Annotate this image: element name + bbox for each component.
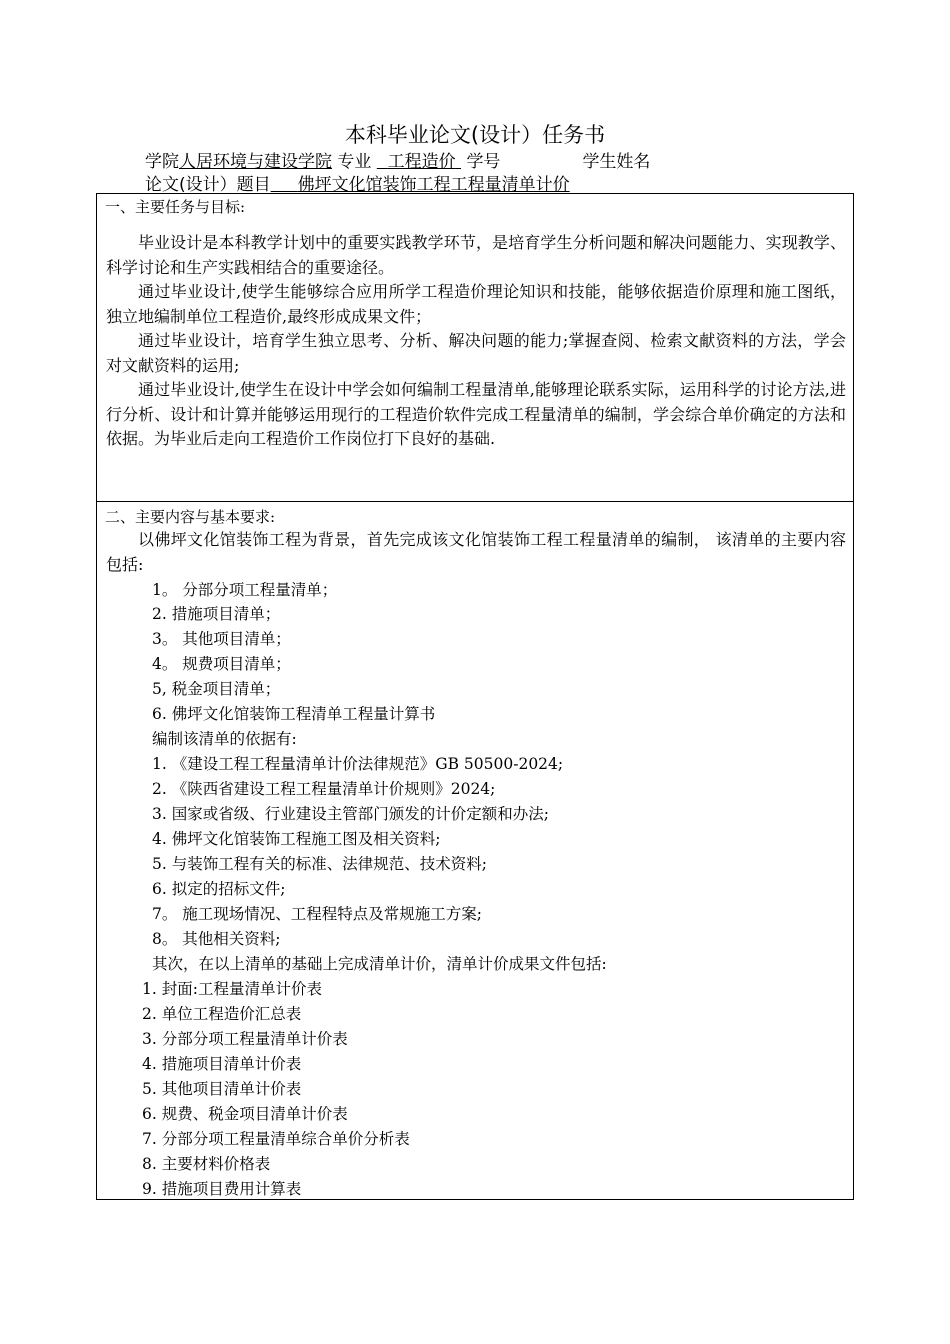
- output-item: 5. 其他项目清单计价表: [142, 1080, 302, 1098]
- basis-item: 1. 《建设工程工程量清单计价法律规范》GB 50500-2024;: [152, 755, 564, 773]
- section-content-requirements: [96, 502, 854, 1200]
- output-heading: 其次，在以上清单的基础上完成清单计价，清单计价成果文件包括:: [152, 955, 607, 973]
- section2-heading: 二、主要内容与基本要求:: [105, 508, 276, 526]
- section1-heading: 一、主要任务与目标:: [105, 198, 246, 216]
- section1-paragraph: 通过毕业设计，培育学生独立思考、分析、解决问题的能力;掌握查阅、检索文献资料的方法，学会对文献资料的运用;: [106, 331, 846, 375]
- output-item: 9. 措施项目费用计算表: [142, 1180, 302, 1198]
- basis-heading: 编制该清单的依据有:: [152, 730, 297, 748]
- section1-paragraph: 通过毕业设计,使学生能够综合应用所学工程造价理论知识和技能，能够依据造价原理和施工图纸，独立地编制单位工程造价,最终形成成果文件；: [106, 282, 846, 326]
- topic-value: 佛坪文化馆装饰工程工程量清单计价: [297, 175, 570, 195]
- topic-label: 论文(设计）题目: [145, 175, 271, 195]
- section-main-tasks: [96, 193, 854, 502]
- document-title: 本科毕业论文(设计）任务书: [344, 123, 606, 147]
- basis-item: 5. 与装饰工程有关的标准、法律规范、技术资料;: [152, 855, 487, 873]
- basis-item: 8。 其他相关资料;: [152, 930, 281, 948]
- basis-item: 4. 佛坪文化馆装饰工程施工图及相关资料;: [152, 830, 441, 848]
- major-value: 工程造价: [387, 152, 456, 172]
- output-item: 8. 主要材料价格表: [142, 1155, 271, 1173]
- student-name-label: 学生姓名: [582, 152, 651, 172]
- output-item: 4. 措施项目清单计价表: [142, 1055, 302, 1073]
- college-label: 学院: [145, 152, 179, 172]
- basis-item: 2. 《陕西省建设工程工程量清单计价规则》2024;: [152, 780, 496, 798]
- basis-item: 7。 施工现场情况、工程程特点及常规施工方案;: [152, 905, 483, 923]
- output-item: 7. 分部分项工程量清单综合单价分析表: [142, 1130, 410, 1148]
- output-item: 1. 封面:工程量清单计价表: [142, 980, 322, 998]
- output-item: 3. 分部分项工程量清单计价表: [142, 1030, 348, 1048]
- section2-intro: 以佛坪文化馆装饰工程为背景，首先完成该文化馆装饰工程工程量清单的编制， 该清单的主要内容包括:: [106, 530, 846, 574]
- basis-item: 6. 拟定的招标文件;: [152, 880, 286, 898]
- basis-item: 3. 国家或省级、行业建设主管部门颁发的计价定额和办法;: [152, 805, 549, 823]
- content-item: 6. 佛坪文化馆装饰工程清单工程量计算书: [152, 705, 436, 723]
- content-item: 5, 税金项目清单；: [152, 680, 281, 698]
- content-item: 1。 分部分项工程量清单；: [152, 581, 338, 599]
- output-item: 6. 规费、税金项目清单计价表: [142, 1105, 348, 1123]
- info-row-1: [145, 150, 650, 174]
- section1-paragraph: 通过毕业设计,使学生在设计中学会如何编制工程量清单,能够理论联系实际，运用科学的讨论方法,进行分析、设计和计算并能够运用现行的工程造价软件完成工程量清单的编制，学会综合单价确定的方法和依据。为毕业后走向工程造价工作岗位打下良好的基础.: [106, 380, 846, 448]
- college-value: 人居环境与建设学院: [179, 152, 332, 172]
- content-item: 2. 措施项目清单；: [152, 605, 281, 623]
- section1-paragraph: 毕业设计是本科教学计划中的重要实践教学环节，是培育学生分析问题和解决问题能力、实现教学、科学讨论和生产实践相结合的重要途径。: [106, 233, 846, 277]
- content-item: 4。 规费项目清单；: [152, 655, 291, 673]
- content-item: 3。 其他项目清单；: [152, 630, 291, 648]
- student-no-label: 学号: [466, 152, 501, 172]
- output-item: 2. 单位工程造价汇总表: [142, 1005, 302, 1023]
- major-label: 专业: [337, 152, 372, 172]
